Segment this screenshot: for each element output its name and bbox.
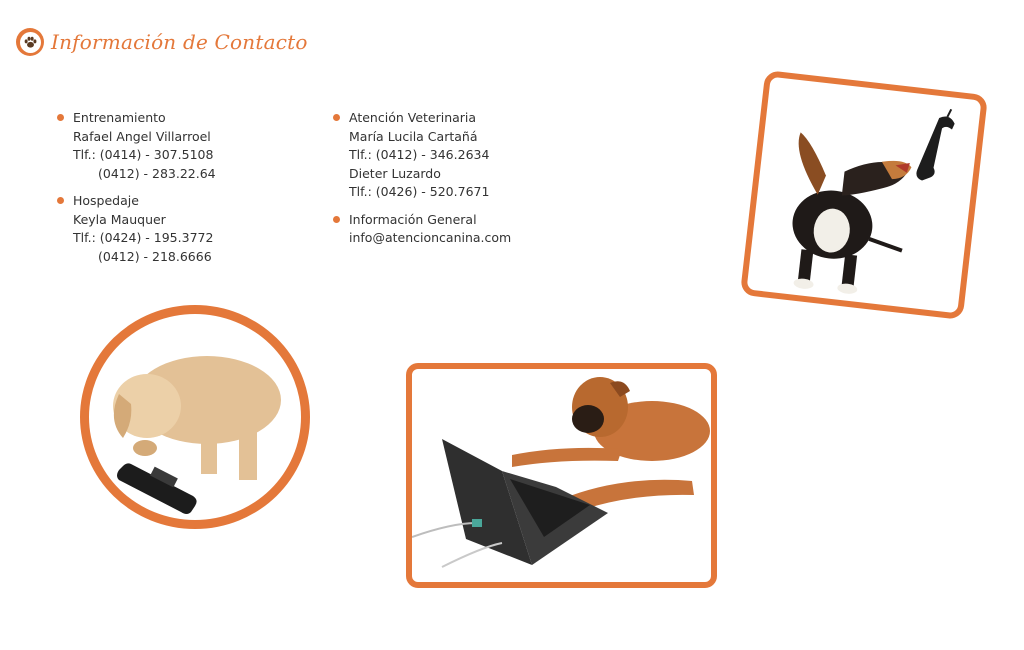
dog-illustration [782, 132, 914, 299]
contact-category: Atención Veterinaria [349, 110, 477, 125]
page-title: Información de Contacto [51, 30, 308, 54]
contact-entry-veterinary [333, 109, 511, 202]
puppy-illustration [113, 356, 281, 480]
dog-phone-photo [740, 70, 988, 320]
puppy-phone-photo [80, 305, 310, 529]
contact-entry-general-info [333, 211, 511, 248]
contact-name: María Lucila Cartañá [349, 128, 478, 144]
contact-category: Entrenamiento [73, 110, 166, 125]
contact-name: Keyla Mauquer [73, 211, 166, 227]
contacts-left-column [57, 109, 216, 275]
page-header [16, 28, 308, 56]
contact-phone: Tlf.: (0424) - 195.3772 [73, 230, 214, 245]
contact-phone-secondary: (0412) - 283.22.64 [98, 165, 216, 181]
dog-laptop-photo [406, 363, 717, 588]
cordless-phone-icon [117, 463, 197, 514]
bullet-dot-icon [333, 114, 340, 121]
bullet-dot-icon [57, 197, 64, 204]
contact-entry-lodging [57, 192, 216, 266]
contact-category: Información General [349, 211, 477, 227]
contact-category: Hospedaje [73, 193, 139, 208]
contact-entry-training [57, 109, 216, 183]
contact-phone: Tlf.: (0414) - 307.5108 [73, 147, 214, 162]
contact-phone-secondary: Tlf.: (0426) - 520.7671 [349, 184, 490, 199]
contact-phone-secondary: (0412) - 218.6666 [98, 248, 212, 264]
contact-phone: Tlf.: (0412) - 346.2634 [349, 147, 490, 162]
contacts-right-column [333, 109, 511, 257]
paw-icon [16, 28, 44, 56]
bullet-dot-icon [57, 114, 64, 121]
contact-name-secondary: Dieter Luzardo [349, 165, 441, 181]
contact-email-link[interactable]: info@atencioncanina.com [349, 230, 512, 245]
telephone-handset-icon [916, 106, 957, 183]
contact-name: Rafael Angel Villarroel [73, 128, 211, 144]
bullet-dot-icon [333, 216, 340, 223]
